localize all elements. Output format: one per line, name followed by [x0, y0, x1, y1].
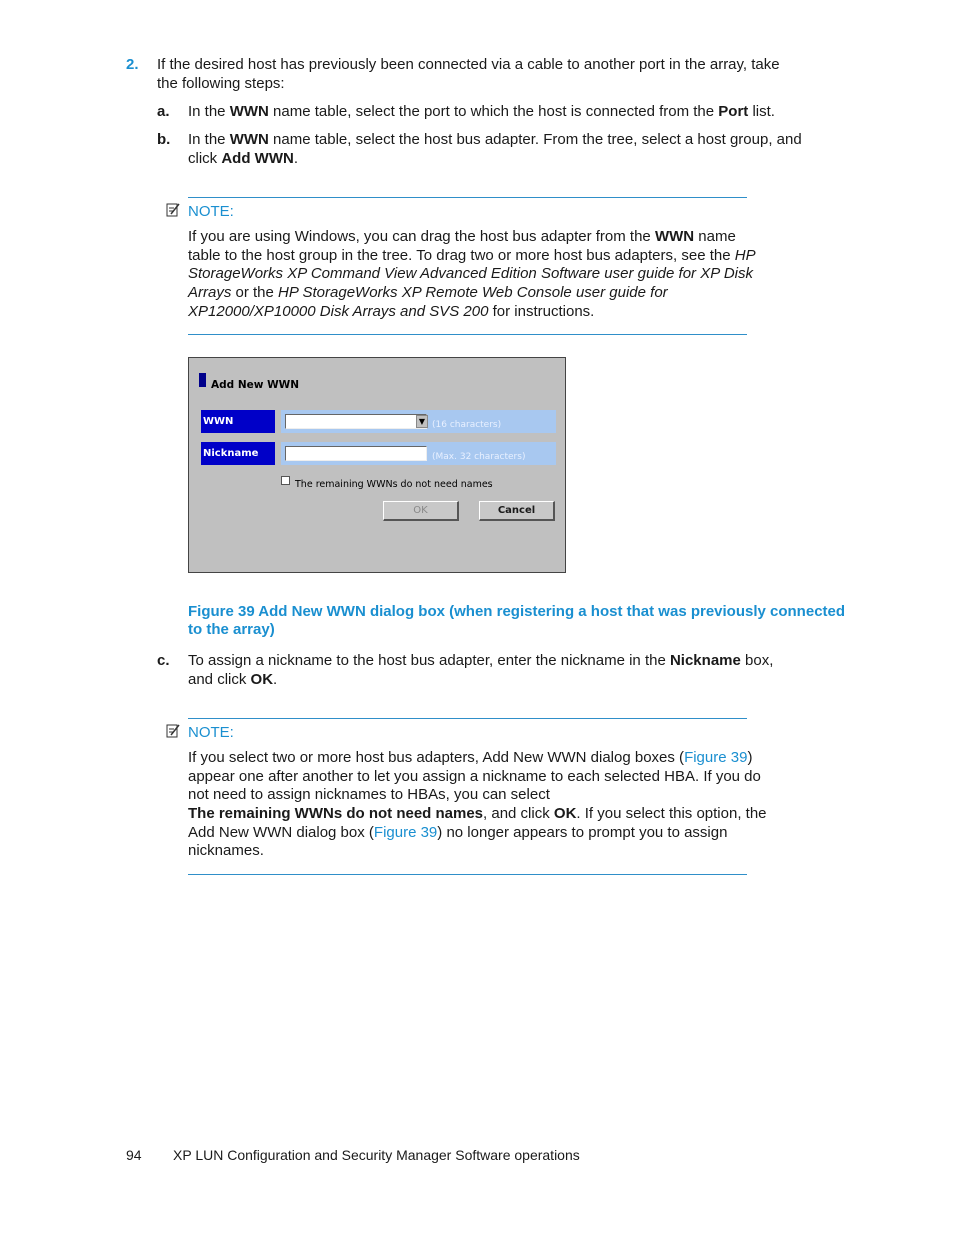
note2-line5: Add New WWN dialog box (Figure 39) no longer appears to prompt you to assign [188, 824, 728, 841]
note2-bottom-rule [188, 874, 747, 875]
note1-top-rule [188, 197, 747, 198]
figure-39-link[interactable]: Figure 39 [373, 824, 438, 841]
note1-line3: StorageWorks XP Command View Advanced Edition Software user guide for XP Disk [188, 265, 753, 282]
substep-b-letter: b. [157, 131, 171, 148]
note2-line3: not need to assign nicknames to HBAs, you can select [188, 786, 550, 803]
remaining-wwns-checkbox-label: The remaining WWNs do not need names [295, 479, 493, 490]
note1-heading: NOTE: [188, 203, 234, 220]
note-icon [166, 723, 180, 738]
remaining-wwns-checkbox[interactable] [281, 476, 290, 485]
note2-top-rule [188, 718, 747, 719]
substep-b-text-line2: click Add WWN. [188, 150, 298, 167]
nickname-hint: (Max. 32 characters) [432, 452, 526, 462]
substep-c-text-line1: To assign a nickname to the host bus adapter, enter the nickname in the Nickname box, [188, 652, 774, 669]
wwn-hint: (16 characters) [432, 420, 502, 430]
dialog-title: Add New WWN [211, 379, 300, 391]
note1-line1: If you are using Windows, you can drag the host bus adapter from the WWN name [188, 228, 736, 245]
nickname-input[interactable] [285, 446, 427, 461]
wwn-label: WWN [201, 410, 275, 433]
chevron-down-icon[interactable]: ▼ [416, 415, 428, 428]
substep-c-text-line2: and click OK. [188, 671, 278, 688]
note2-line6: nicknames. [188, 842, 264, 859]
note2-line2: appear one after another to let you assign a nickname to each selected HBA. If you do [188, 768, 761, 785]
wwn-dropdown[interactable] [285, 414, 427, 429]
step-text-line2: the following steps: [157, 75, 285, 92]
note2-heading: NOTE: [188, 724, 234, 741]
note1-line2: table to the host group in the tree. To drag two or more host bus adapters, see the HP [188, 247, 756, 264]
step-text-line1: If the desired host has previously been connected via a cable to another port in the array, take [157, 56, 780, 73]
substep-b-text-line1: In the WWN name table, select the host bus adapter. From the tree, select a host group, and [188, 131, 802, 148]
ok-button[interactable]: OK [383, 501, 459, 521]
nickname-label: Nickname [201, 442, 275, 465]
cancel-button[interactable]: Cancel [479, 501, 555, 521]
step-number: 2. [126, 56, 139, 73]
note2-line4: The remaining WWNs do not need names, and click OK. If you select this option, the [188, 805, 767, 822]
figure-caption-line1: Figure 39 Add New WWN dialog box (when registering a host that was previously connected [188, 603, 846, 620]
note-icon [166, 202, 180, 217]
substep-c-letter: c. [157, 652, 170, 669]
figure-39-link[interactable]: Figure 39 [684, 749, 748, 766]
add-new-wwn-dialog [188, 357, 566, 573]
substep-a-text: In the WWN name table, select the port to which the host is connected from the Port list. [188, 103, 775, 120]
footer-title: XP LUN Configuration and Security Manager Software operations [173, 1147, 580, 1163]
substep-a-letter: a. [157, 103, 170, 120]
figure-caption-line2: to the array) [188, 621, 275, 638]
note1-line4: Arrays or the HP StorageWorks XP Remote Web Console user guide for [188, 284, 668, 301]
dialog-title-marker [199, 373, 206, 387]
page-number: 94 [126, 1147, 142, 1163]
note1-bottom-rule [188, 334, 747, 335]
note2-line1: If you select two or more host bus adapters, Add New WWN dialog boxes (Figure 39) [188, 749, 753, 766]
note1-line5: XP12000/XP10000 Disk Arrays and SVS 200 for instructions. [188, 303, 595, 320]
